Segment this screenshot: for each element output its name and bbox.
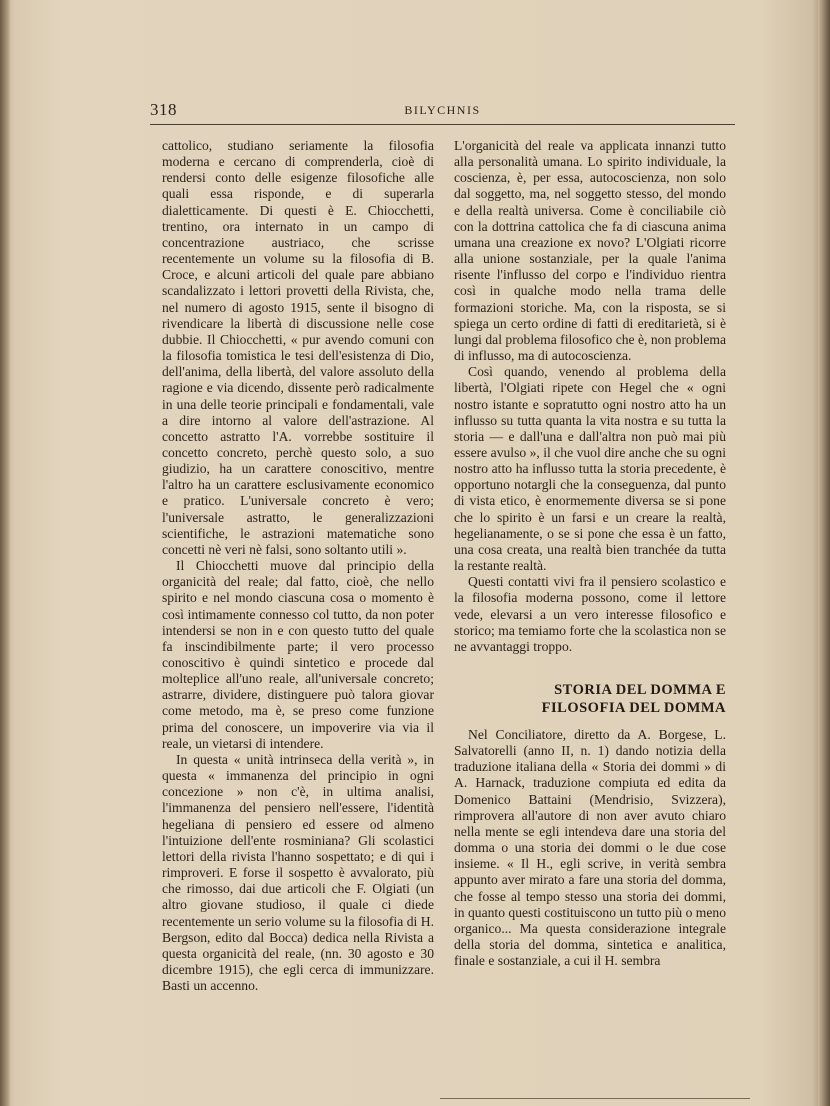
page-number: 318 [150,100,177,119]
paragraph: cattolico, studiano seriamente la filosofia moderna e cercano di comprenderla, cioè di rendersi conto delle esigenze filosofiche alle quali essa risponde, e di superarla dialetticamente. Di questi è E. Chiocchetti, trentino, ora internato in un campo di concentrazione austriaco, che scrisse recentemente un volume su la filosofia di B. Croce, e alcuni articoli del quale pare abbiano scandalizzato i lettori provetti della Rivista, che, nel numero di agosto 1915, sente il bisogno di rivendicare la libertà di discussione nelle cose dubbie. Il Chiocchetti, « pur avendo comuni con la filosofia tomistica le tesi dell'esistenza di Dio, dell'anima, della libertà, del valore assoluto della ragione e via dicendo, dissente però radicalmente in una delle teorie principali e fondamentali, vale a dire intorno al valore dell'astrazione. Al concetto astratto l'A. vorrebbe sostituire il concetto concreto, perchè questo solo, a suo giudizio, ha un carattere conoscitivo, mentre l'altro ha un carattere esclusivamente economico e pratico. L'universale concreto è vero; l'universale astratto, le generalizzazioni scientifiche, le astrazioni matematiche sono concetti nè veri nè falsi, sono soltanto utili ». [162,138,434,557]
paragraph: Nel Conciliatore, diretto da A. Borgese, L. Salvatorelli (anno II, n. 1) dando notizia della traduzione italiana della « Storia dei dommi » di A. Harnack, traduzione compiuta ed edita da Domenico Battaini (Mendrisio, Svizzera), rimprovera all'autore di non aver avuto chiaro nella mente se egli intendeva dare una storia del domma o una storia dei dommi o le due cose insieme. « Il H., egli scrive, in verità sembra appunto aver mirato a fare una storia del domma, che fosse al tempo stesso una storia dei dommi, in quanto questi costituiscono un tutto più o meno organico... Ma questa considerazione integrale della storia del domma, sintetica e analitica, finale e sostanziale, a cui il H. sembra [454,727,726,969]
book-binding [0,0,10,1106]
left-column [162,138,434,994]
section-heading-line: FILOSOFIA DEL DOMMA [541,700,726,716]
page-edge [818,0,830,1106]
running-head: BILYCHNIS [404,103,481,117]
paragraph: Il Chiocchetti muove dal principio della organicità del reale; dal fatto, cioè, che nello spirito e nel mondo ciascuna cosa o momento è così intimamente connesso col tutto, da non poter intendersi se non in e con questo tutto del quale fa inscindibilmente parte; il vero processo conoscitivo è quindi sintetico e procede dal molteplice all'uno reale, all'universale concreto; astrarre, dividere, distinguere può talora giovar come metodo, ma è, se preso come funzione prima del conoscere, un impoverire via via il reale, un vietarsi di intendere. [162,558,434,751]
footer-rule [440,1098,750,1099]
section-heading [454,681,726,717]
section-heading-line: STORIA DEL DOMMA E [554,682,726,698]
paragraph: L'organicità del reale va applicata innanzi tutto alla personalità umana. Lo spirito individuale, la coscienza, è, per essa, autocoscienza, non solo dal soggetto, ma, nel soggetto stesso, del mondo e della realtà universa. Come è conciliabile ciò con la dottrina cattolica che fa di ciascuna anima umana una creazione ex novo? L'Olgiati ricorre alla unione sostanziale, per la quale l'anima risente l'influsso del corpo e l'individuo rientra così in qualche modo nella trama delle formazioni storiche. Ma, con la risposta, se si spiega un certo ordine di fatti di ereditarietà, si è lungi dal problema filosofico che è, non problema di influsso, ma di autocoscienza. [454,138,726,364]
paragraph: Così quando, venendo al problema della libertà, l'Olgiati ripete con Hegel che « ogni nostro istante e sopratutto ogni nostro atto ha un influsso su tutta quanta la vita nostra e su tutta la storia — e dall'una e dall'altra non può mai più essere avulso », il che vuol dire anche che su ogni nostro atto ha influsso tutta la storia precedente, è opportuno notargli che la conseguenza, dal punto di vista etico, è enormemente diversa se si pone che lo spirito è un farsi e un creare la realtà, hegelianamente, o se si pone che essa è un fatto, una cosa creata, una realtà bien tranchée da tutta la restante realtà. [454,364,726,574]
paragraph: Questi contatti vivi fra il pensiero scolastico e la filosofia moderna possono, come il lettore vede, elevarsi a un vero interesse filosofico e storico; ma temiamo forte che la scolastica non se ne avvantaggi troppo. [454,574,726,654]
header-rule [150,124,735,125]
page-header [150,100,735,124]
paragraph: In questa « unità intrinseca della verità », in questa « immanenza del principio in ogni concezione » non c'è, in ultima analisi, l'immanenza del pensiero nell'essere, l'identità hegeliana di pensiero ed essere od almeno l'intuizione dell'ente rosminiana? Gli scolastici lettori della rivista l'hanno sospettato; e di qui i rimproveri. E forse il sospetto è avvalorato, più che rimosso, dai due articoli che F. Olgiati (un altro giovane studioso, il quale ci diede recentemente un serio volume su la filosofia di H. Bergson, edito dal Bocca) dedica nella Rivista a questa organicità del reale, (nn. 30 agosto e 30 dicembre 1915), che egli cerca di immunizzare. Basti un accenno. [162,751,434,994]
right-column [454,138,726,969]
